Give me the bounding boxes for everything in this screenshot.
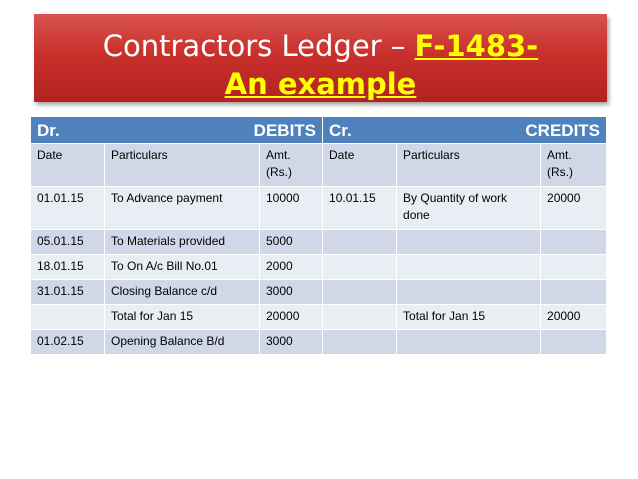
debit-amount: 10000 <box>260 187 323 230</box>
title-line-1 <box>34 29 607 63</box>
credit-particulars <box>397 255 541 280</box>
credit-total-amount: 20000 <box>541 305 607 330</box>
debit-side-header <box>31 117 323 144</box>
credit-date <box>323 305 397 330</box>
totals-row <box>31 305 607 330</box>
title-text: Contractors Ledger – <box>102 29 415 63</box>
credit-date: 10.01.15 <box>323 187 397 230</box>
debit-particulars: Closing Balance c/d <box>105 280 260 305</box>
column-header: Date <box>323 144 397 187</box>
credit-amount <box>541 230 607 255</box>
column-header: Particulars <box>105 144 260 187</box>
debit-amount: 3000 <box>260 330 323 355</box>
debit-date: 01.02.15 <box>31 330 105 355</box>
credits-label: CREDITS <box>525 120 601 140</box>
debit-amount: 2000 <box>260 255 323 280</box>
credit-date <box>323 255 397 280</box>
credit-particulars: By Quantity of work done <box>397 187 541 230</box>
column-header: Date <box>31 144 105 187</box>
dr-label: Dr. <box>37 120 60 140</box>
debit-date: 05.01.15 <box>31 230 105 255</box>
ledger-header-row <box>31 117 607 144</box>
credit-side-header <box>323 117 607 144</box>
debit-date <box>31 305 105 330</box>
table-row <box>31 255 607 280</box>
credit-amount: 20000 <box>541 187 607 230</box>
column-header-row <box>31 144 607 187</box>
ledger-table <box>30 116 607 355</box>
title-subtitle: An example <box>224 67 417 101</box>
debit-amount: 5000 <box>260 230 323 255</box>
credit-total-label: Total for Jan 15 <box>397 305 541 330</box>
debit-particulars: Opening Balance B/d <box>105 330 260 355</box>
credit-date <box>323 330 397 355</box>
credit-amount <box>541 330 607 355</box>
table-row <box>31 330 607 355</box>
title-form-number: F-1483- <box>414 29 539 63</box>
debit-particulars: To On A/c Bill No.01 <box>105 255 260 280</box>
credit-amount <box>541 255 607 280</box>
cr-label: Cr. <box>329 120 352 140</box>
table-row <box>31 187 607 230</box>
column-header: Amt. (Rs.) <box>541 144 607 187</box>
debit-date: 01.01.15 <box>31 187 105 230</box>
debit-particulars: To Materials provided <box>105 230 260 255</box>
title-banner <box>34 14 607 102</box>
credit-particulars <box>397 230 541 255</box>
credit-date <box>323 280 397 305</box>
credit-particulars <box>397 330 541 355</box>
debits-label: DEBITS <box>253 120 317 140</box>
table-row <box>31 230 607 255</box>
credit-amount <box>541 280 607 305</box>
debit-date: 18.01.15 <box>31 255 105 280</box>
title-line-2 <box>34 67 607 101</box>
debit-total-amount: 20000 <box>260 305 323 330</box>
credit-date <box>323 230 397 255</box>
credit-particulars <box>397 280 541 305</box>
debit-date: 31.01.15 <box>31 280 105 305</box>
column-header: Particulars <box>397 144 541 187</box>
debit-particulars: To Advance payment <box>105 187 260 230</box>
column-header: Amt. (Rs.) <box>260 144 323 187</box>
table-row <box>31 280 607 305</box>
debit-amount: 3000 <box>260 280 323 305</box>
debit-total-label: Total for Jan 15 <box>105 305 260 330</box>
